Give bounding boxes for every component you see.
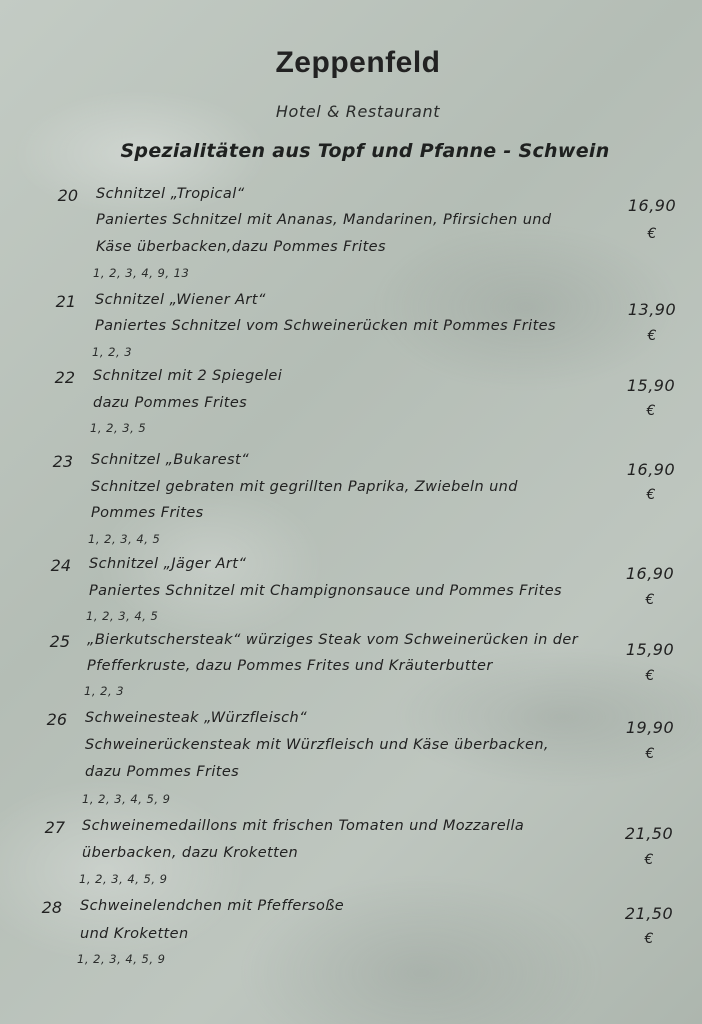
item-number: 23 xyxy=(52,452,73,471)
item-description-line: Paniertes Schnitzel vom Schweinerücken mit Pommes Frites xyxy=(95,318,556,334)
item-price: 13,90 xyxy=(627,300,677,319)
item-allergens: 1, 2, 3, 4, 5, 9 xyxy=(79,872,168,886)
item-number: 21 xyxy=(55,292,76,311)
item-name: Schnitzel „Jäger Art“ xyxy=(89,556,247,572)
item-description-line: Schnitzel gebraten mit gegrillten Paprika, Zwiebeln und xyxy=(91,479,518,495)
item-allergens: 1, 2, 3 xyxy=(92,345,133,359)
item-description-line: dazu Pommes Frites xyxy=(93,395,248,411)
item-currency: € xyxy=(645,668,655,684)
item-allergens: 1, 2, 3 xyxy=(84,684,125,698)
item-description-line: und Kroketten xyxy=(80,926,189,942)
item-number: 25 xyxy=(49,632,70,651)
item-description-line: überbacken, dazu Kroketten xyxy=(82,845,299,861)
item-name: Schweinesteak „Würzfleisch“ xyxy=(85,710,308,726)
item-name: Schnitzel „Tropical“ xyxy=(96,186,245,202)
item-currency: € xyxy=(644,931,654,947)
item-currency: € xyxy=(644,852,654,868)
item-price: 19,90 xyxy=(625,718,675,737)
item-allergens: 1, 2, 3, 4, 9, 13 xyxy=(93,266,190,280)
item-allergens: 1, 2, 3, 4, 5 xyxy=(88,532,161,546)
item-currency: € xyxy=(645,592,655,608)
item-name: Schweinelendchen mit Pfeffersoße xyxy=(80,898,345,914)
item-allergens: 1, 2, 3, 5 xyxy=(90,421,147,435)
item-description-line: dazu Pommes Frites xyxy=(85,764,240,780)
item-name: Schweinemedaillons mit frischen Tomaten und Mozzarella xyxy=(82,818,525,834)
item-price: 16,90 xyxy=(626,460,676,479)
item-description-line: Paniertes Schnitzel mit Champignonsauce und Pommes Frites xyxy=(89,583,562,599)
item-price: 21,50 xyxy=(624,904,674,923)
item-description-line: Schweinerückensteak mit Würzfleisch und Käse überbacken, xyxy=(85,737,549,753)
item-name: Schnitzel „Wiener Art“ xyxy=(95,292,266,308)
section-heading: Spezialitäten aus Topf und Pfanne - Schwein xyxy=(120,140,610,162)
item-description-line: Pfefferkruste, dazu Pommes Frites und Kräuterbutter xyxy=(87,658,493,674)
item-name: Schnitzel mit 2 Spiegelei xyxy=(93,368,283,384)
item-number: 27 xyxy=(44,818,65,837)
item-price: 21,50 xyxy=(624,824,674,843)
restaurant-subtitle: Hotel & Restaurant xyxy=(275,102,441,121)
item-price: 15,90 xyxy=(626,376,676,395)
item-number: 22 xyxy=(54,368,75,387)
item-currency: € xyxy=(646,487,656,503)
item-name: Schnitzel „Bukarest“ xyxy=(91,452,250,468)
item-currency: € xyxy=(646,403,656,419)
item-number: 28 xyxy=(41,898,62,917)
item-number: 24 xyxy=(50,556,71,575)
item-currency: € xyxy=(647,328,657,344)
item-number: 26 xyxy=(46,710,67,729)
item-currency: € xyxy=(645,746,655,762)
item-price: 15,90 xyxy=(625,640,675,659)
restaurant-name: Zeppenfeld xyxy=(275,46,441,79)
item-currency: € xyxy=(647,226,657,242)
item-description-line: Paniertes Schnitzel mit Ananas, Mandarinen, Pfirsichen und xyxy=(96,212,552,228)
item-description-line: Käse überbacken,dazu Pommes Frites xyxy=(96,239,386,255)
item-description-line: Pommes Frites xyxy=(91,505,204,521)
item-name: „Bierkutschersteak“ würziges Steak vom Schweinerücken in der xyxy=(87,632,579,648)
item-number: 20 xyxy=(57,186,78,205)
item-price: 16,90 xyxy=(625,564,675,583)
item-allergens: 1, 2, 3, 4, 5, 9 xyxy=(77,952,166,966)
item-allergens: 1, 2, 3, 4, 5 xyxy=(86,609,159,623)
item-allergens: 1, 2, 3, 4, 5, 9 xyxy=(82,792,171,806)
item-price: 16,90 xyxy=(627,196,677,215)
